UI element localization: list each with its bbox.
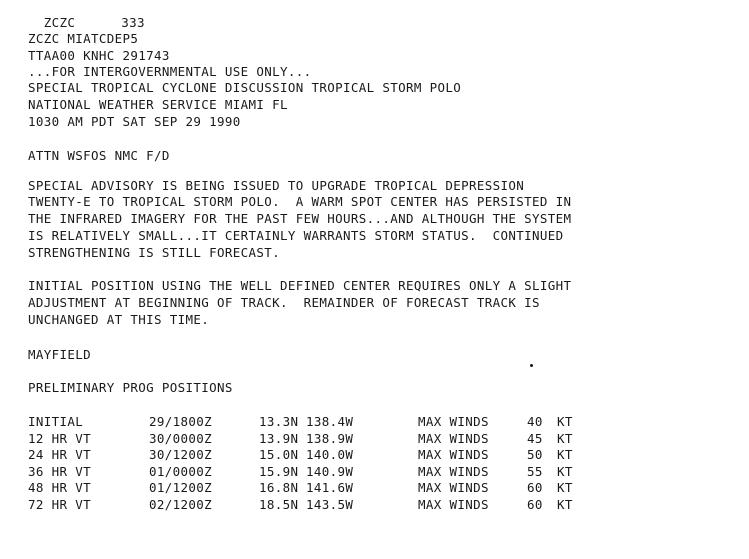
bulletin-wmo-line: TTAA00 KNHC 291743 <box>28 48 170 63</box>
position-lat: 13.9N <box>259 431 299 446</box>
wind-unit: KT <box>557 414 573 429</box>
position-label: 24 HR VT <box>28 447 92 462</box>
position-label: 12 HR VT <box>28 431 92 446</box>
position-time: 02/1200Z <box>149 497 213 512</box>
paragraph1-line: THE INFRARED IMAGERY FOR THE PAST FEW HOURS...AND ALTHOUGH THE SYSTEM <box>28 211 572 226</box>
wind-speed: 60 <box>527 480 543 495</box>
position-lat: 15.9N <box>259 464 299 479</box>
wind-speed: 55 <box>527 464 543 479</box>
position-time: 01/1200Z <box>149 480 213 495</box>
paragraph1-line: TWENTY-E TO TROPICAL STORM POLO. A WARM SPOT CENTER HAS PERSISTED IN <box>28 194 572 209</box>
position-time: 30/0000Z <box>149 431 213 446</box>
bulletin-title-line: SPECIAL TROPICAL CYCLONE DISCUSSION TROPICAL STORM POLO <box>28 80 462 95</box>
winds-label: MAX WINDS <box>418 414 489 429</box>
position-label: 48 HR VT <box>28 480 92 495</box>
wind-unit: KT <box>557 497 573 512</box>
wind-unit: KT <box>557 431 573 446</box>
position-time: 30/1200Z <box>149 447 213 462</box>
position-lon: 141.6W <box>306 480 354 495</box>
position-lat: 18.5N <box>259 497 299 512</box>
paragraph1-line: IS RELATIVELY SMALL...IT CERTAINLY WARRANTS STORM STATUS. CONTINUED <box>28 228 564 243</box>
position-lat: 16.8N <box>259 480 299 495</box>
position-label: 72 HR VT <box>28 497 92 512</box>
wind-unit: KT <box>557 447 573 462</box>
paragraph2-line: INITIAL POSITION USING THE WELL DEFINED CENTER REQUIRES ONLY A SLIGHT <box>28 278 572 293</box>
transmission-header <box>28 0 145 31</box>
winds-label: MAX WINDS <box>418 497 489 512</box>
wind-unit: KT <box>557 464 573 479</box>
bulletin-office-line: NATIONAL WEATHER SERVICE MIAMI FL <box>28 97 288 112</box>
paragraph2-line: UNCHANGED AT THIS TIME. <box>28 312 210 327</box>
position-lat: 15.0N <box>259 447 299 462</box>
winds-label: MAX WINDS <box>418 480 489 495</box>
winds-label: MAX WINDS <box>418 464 489 479</box>
paragraph1-line: STRENGTHENING IS STILL FORECAST. <box>28 245 281 260</box>
paragraph1-line: SPECIAL ADVISORY IS BEING ISSUED TO UPGRADE TROPICAL DEPRESSION <box>28 178 525 193</box>
position-lon: 143.5W <box>306 497 354 512</box>
position-lon: 138.4W <box>306 414 354 429</box>
paragraph2-line: ADJUSTMENT AT BEGINNING OF TRACK. REMAINDER OF FORECAST TRACK IS <box>28 295 540 310</box>
wind-speed: 50 <box>527 447 543 462</box>
paper-speck <box>530 364 533 367</box>
bulletin-restriction-line: ...FOR INTERGOVERNMENTAL USE ONLY... <box>28 64 312 79</box>
wind-unit: KT <box>557 480 573 495</box>
position-label: 36 HR VT <box>28 464 92 479</box>
position-lon: 140.0W <box>306 447 354 462</box>
winds-label: MAX WINDS <box>418 447 489 462</box>
bulletin-id-line: ZCZC MIATCDEP5 <box>28 31 139 46</box>
position-lon: 140.9W <box>306 464 354 479</box>
forecaster-name: MAYFIELD <box>28 347 92 362</box>
header-code: ZCZC <box>43 15 76 30</box>
positions-title: PRELIMINARY PROG POSITIONS <box>28 380 233 395</box>
attention-line: ATTN WSFOS NMC F/D <box>28 148 170 163</box>
winds-label: MAX WINDS <box>418 431 489 446</box>
position-time: 29/1800Z <box>149 414 213 429</box>
position-time: 01/0000Z <box>149 464 213 479</box>
bulletin-date-line: 1030 AM PDT SAT SEP 29 1990 <box>28 114 241 129</box>
position-lat: 13.3N <box>259 414 299 429</box>
wind-speed: 60 <box>527 497 543 512</box>
wind-speed: 45 <box>527 431 543 446</box>
position-label: INITIAL <box>28 414 84 429</box>
wind-speed: 40 <box>527 414 543 429</box>
position-lon: 138.9W <box>306 431 354 446</box>
header-number: 333 <box>121 15 145 30</box>
